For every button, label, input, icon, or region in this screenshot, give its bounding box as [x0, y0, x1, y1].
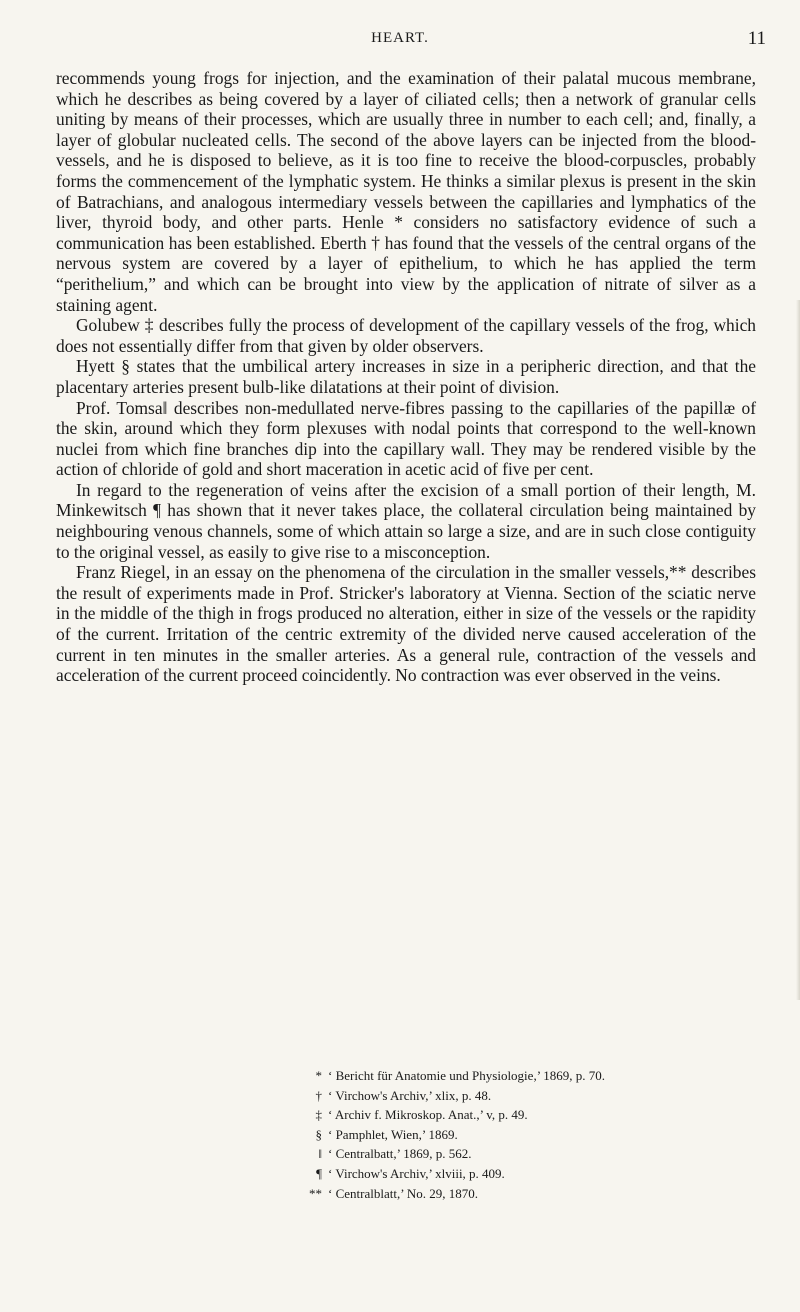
footnote-text: ‘ Virchow's Archiv,’ xlix, p. 48. — [328, 1087, 492, 1103]
footnote-mark: ** — [309, 1185, 322, 1201]
footnote-text: ‘ Pamphlet, Wien,’ 1869. — [328, 1126, 458, 1142]
footnote — [300, 1066, 780, 1086]
paragraph-golubew: Golubew ‡ describes fully the process of development of the capillary vessels of the frog, which does not essentially differ from that given by older observers. — [56, 315, 756, 356]
footnote-mark: ¶ — [316, 1165, 322, 1181]
footnote — [300, 1184, 780, 1204]
footnote — [300, 1144, 780, 1164]
paragraph-riegel: Franz Riegel, in an essay on the phenomena of the circulation in the smaller vessels,** describes the result of experiments made in Prof. Stricker's laboratory at Vienna. Section of the sciatic nerve in the middle of the thigh in frogs produced no alteration, either in size of the vessels or the rapidity of the current. Irritation of the centric extremity of the divided nerve caused acceleration of the current in ten minutes in the smaller arteries. As a general rule, contraction of the vessels and acceleration of the current proceed coincidently. No contraction was ever observed in the veins. — [56, 562, 756, 686]
footnote — [300, 1164, 780, 1184]
footnotes — [300, 1066, 780, 1203]
footnote-text: ‘ Archiv f. Mikroskop. Anat.,’ v, p. 49. — [328, 1107, 528, 1123]
footnote-text: ‘ Centralbatt,’ 1869, p. 562. — [328, 1146, 472, 1162]
footnote-text: ‘ Bericht für Anatomie und Physiologie,’ 1869, p. 70. — [328, 1068, 606, 1083]
page-edge-shadow — [796, 300, 800, 1000]
footnote-mark: * — [315, 1068, 322, 1083]
paragraph-network: recommends young frogs for injection, and the examination of their palatal mucous membrane, which he describes as being covered by a layer of ciliated cells; then a network of granular cells uniting by means of their processes, which are usually three in number to each cell; and, finally, a layer of globular nucleated cells. The second of the above layers can be injected from the blood-vessels, and he is disposed to believe, as it is too fine to receive the blood-corpuscles, probably forms the commencement of the lymphatic system. He thinks a similar plexus is present in the skin of Batrachians, and analogous intermediary vessels between the capillaries and lymphatics of the liver, thyroid body, and other parts. Henle * considers no satisfactory evidence of such a communication has been established. Eberth † has found that the vessels of the central organs of the nervous system are covered by a layer of epithelium, to which he has applied the term “perithelium,” and which can be brought into view by the application of nitrate of silver as a staining agent. — [56, 68, 756, 315]
footnote-mark: ‡ — [315, 1107, 322, 1123]
footnote — [300, 1105, 780, 1125]
body-text — [56, 68, 756, 686]
footnote-mark: † — [315, 1087, 322, 1103]
page-number: 11 — [747, 28, 766, 49]
footnote-mark: ‖ — [318, 1146, 322, 1162]
footnote-text: ‘ Centralblatt,’ No. 29, 1870. — [328, 1185, 478, 1201]
footnote-text: ‘ Virchow's Archiv,’ xlviii, p. 409. — [328, 1165, 505, 1181]
running-title: HEART. — [371, 30, 429, 46]
paragraph-tomsa: Prof. Tomsa‖ describes non-medullated nerve-fibres passing to the capillaries of the papillæ of the skin, around which they form plexuses with nodal points that correspond to the well-known nuclei from which fine branches dip into the capillary wall. They may be rendered visible by the action of chloride of gold and short maceration in acetic acid of five per cent. — [56, 397, 756, 480]
paragraph-minkewitsch: In regard to the regeneration of veins after the excision of a small portion of their length, M. Minkewitsch ¶ has shown that it never takes place, the collateral circulation being maintained by neighbouring venous channels, some of which attain so large a size, and are in such close contiguity to the original vessel, as easily to give rise to a misconception. — [56, 479, 756, 562]
paragraph-hyett: Hyett § states that the umbilical artery increases in size in a peripheric direction, and that the placentary arteries present bulb-like dilatations at their point of division. — [56, 356, 756, 397]
footnote — [300, 1125, 780, 1145]
footnote — [300, 1086, 780, 1106]
footnote-mark: § — [315, 1126, 322, 1142]
